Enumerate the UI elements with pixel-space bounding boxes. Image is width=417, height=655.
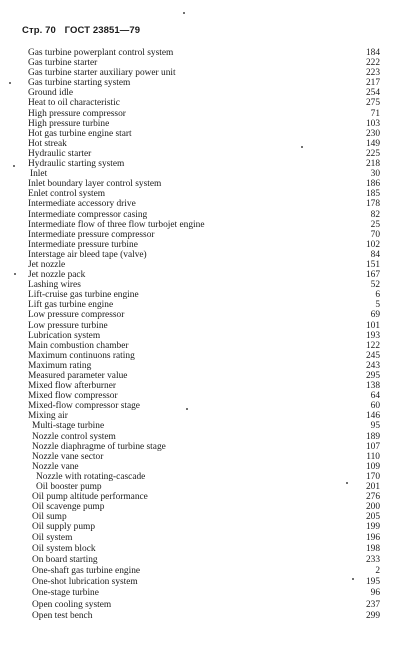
scan-speck <box>14 273 16 275</box>
index-entry <box>28 555 380 566</box>
index-term: Hydraulic starter <box>28 148 92 159</box>
index-entry <box>28 421 380 431</box>
index-page-number: 223 <box>365 68 380 79</box>
scan-speck <box>13 165 15 167</box>
index-entry <box>28 109 380 119</box>
index-entry <box>28 310 380 320</box>
index-term: Oil system block <box>32 543 96 554</box>
index-page-number: 193 <box>365 330 380 341</box>
index-term: Inlet <box>30 169 48 180</box>
index-page-number: 217 <box>365 78 380 89</box>
term-index-list <box>28 48 380 622</box>
index-term: Oil scavenge pump <box>32 502 105 513</box>
index-term: Hydraulic starting system <box>28 159 125 170</box>
index-entry <box>28 159 380 169</box>
index-term: One-shot lubrication system <box>32 577 138 588</box>
index-entry <box>28 250 380 260</box>
index-entry <box>28 588 380 599</box>
index-term: Lift gas turbine engine <box>28 300 114 311</box>
index-term: Oil sump <box>32 512 67 523</box>
index-entry <box>28 149 380 159</box>
index-term: Intermediate pressure turbine <box>28 239 138 250</box>
index-term: Intermediate flow of three flow turbojet engine <box>28 219 205 230</box>
scan-speck <box>301 146 303 148</box>
index-entry <box>28 88 380 98</box>
index-term: Low pressure compressor <box>28 310 125 321</box>
index-term: Main combustion chamber <box>28 340 129 351</box>
index-term: Open cooling system <box>32 599 112 610</box>
index-page-number: 178 <box>365 199 380 210</box>
index-entry <box>28 361 380 371</box>
index-term: Lubrication system <box>28 330 101 341</box>
index-entry <box>28 48 380 58</box>
index-term: Enlet control system <box>28 189 106 200</box>
index-entry <box>28 600 380 611</box>
index-entry <box>28 179 380 189</box>
index-page-number: 195 <box>365 577 380 588</box>
index-term: High pressure turbine <box>28 118 110 129</box>
index-page-number: 225 <box>365 148 380 159</box>
index-term: Intermediate pressure compressor <box>28 229 155 240</box>
index-entry <box>28 331 380 341</box>
index-page-number: 122 <box>365 340 380 351</box>
index-entry <box>28 351 380 361</box>
index-term: Open test bench <box>32 610 93 621</box>
standard-code: ГОСТ 23851—79 <box>64 25 141 36</box>
index-entry <box>28 189 380 199</box>
index-page-number: 167 <box>365 270 380 281</box>
index-term: Interstage air bleed tape (valve) <box>28 249 147 260</box>
index-page-number: 109 <box>365 461 380 472</box>
index-term: Gas turbine powerplant control system <box>28 48 174 58</box>
index-term: Lashing wires <box>28 280 81 291</box>
index-page-number: 186 <box>365 179 380 190</box>
index-entry <box>28 611 380 622</box>
index-page-number: 243 <box>365 360 380 371</box>
index-entry <box>28 502 380 512</box>
index-entry <box>28 462 380 472</box>
page-header <box>22 25 146 36</box>
index-entry <box>28 78 380 88</box>
index-term: Mixing air <box>28 411 68 422</box>
index-term: Mixed flow compressor <box>28 391 118 402</box>
index-page-number: 170 <box>365 471 380 482</box>
index-entry <box>28 512 380 522</box>
index-page-number: 30 <box>370 169 380 180</box>
index-term: Hot streak <box>28 138 67 149</box>
index-page-number: 103 <box>365 118 380 129</box>
index-page-number: 198 <box>365 543 380 554</box>
index-entry <box>28 119 380 129</box>
index-entry <box>28 452 380 462</box>
index-entry <box>28 220 380 230</box>
index-page-number: 299 <box>365 610 380 621</box>
index-page-number: 95 <box>370 421 380 432</box>
index-entry <box>28 129 380 139</box>
index-entry <box>28 391 380 401</box>
index-page-number: 149 <box>365 138 380 149</box>
index-page-number: 69 <box>370 310 380 321</box>
index-term: Hot gas turbine engine start <box>28 128 132 139</box>
index-term: Nozzle vane sector <box>32 451 104 462</box>
index-term: Nozzle with rotating-cascade <box>36 471 146 482</box>
index-page-number: 5 <box>375 300 380 311</box>
index-page-number: 101 <box>365 320 380 331</box>
index-term: Intermediate compressor casing <box>28 209 148 220</box>
index-entry <box>28 199 380 209</box>
index-term: Oil booster pump <box>36 482 102 493</box>
index-entry <box>28 68 380 78</box>
index-page-number: 200 <box>365 502 380 513</box>
index-page-number: 237 <box>365 599 380 610</box>
index-term: Jet nozzle pack <box>28 270 86 281</box>
index-page-number: 254 <box>365 88 380 99</box>
index-page-number: 25 <box>370 219 380 230</box>
index-page-number: 102 <box>365 239 380 250</box>
index-page-number: 151 <box>365 259 380 270</box>
index-term: Nozzle control system <box>32 431 116 442</box>
index-page-number: 201 <box>365 482 380 493</box>
index-term: Jet nozzle <box>28 259 66 270</box>
index-page-number: 230 <box>365 128 380 139</box>
index-entry <box>28 210 380 220</box>
index-page-number: 189 <box>365 431 380 442</box>
scan-speck <box>186 408 188 410</box>
index-page-number: 275 <box>365 98 380 109</box>
index-term: Inlet boundary layer control system <box>28 179 162 190</box>
scan-speck <box>346 482 348 484</box>
index-entry <box>28 401 380 411</box>
index-page-number: 138 <box>365 381 380 392</box>
index-term: Oil supply pump <box>32 522 96 533</box>
index-page-number: 199 <box>365 522 380 533</box>
index-term: Ground idle <box>28 88 74 99</box>
index-entry <box>28 522 380 532</box>
index-entry <box>28 482 380 492</box>
index-term: Maximum continuons rating <box>28 350 135 361</box>
index-page-number: 71 <box>370 108 380 119</box>
index-term: One-stage turbine <box>32 588 99 599</box>
index-term: Intermediate accessory drive <box>28 199 136 210</box>
index-entry <box>28 98 380 108</box>
index-page-number: 233 <box>365 554 380 565</box>
index-entry <box>28 544 380 555</box>
index-page-number: 82 <box>370 209 380 220</box>
index-page-number: 64 <box>370 391 380 402</box>
index-term: Gas turbine starter <box>28 58 98 69</box>
index-entry <box>28 472 380 482</box>
index-page-number: 70 <box>370 229 380 240</box>
page-number-label: Стр. 70 <box>22 25 56 36</box>
index-term: Nozzle vane <box>32 461 79 472</box>
index-term: Oil pump altitude performance <box>32 492 148 503</box>
scan-speck <box>9 82 11 84</box>
index-page-number: 6 <box>375 290 380 301</box>
index-term: Lift-cruise gas turbine engine <box>28 290 139 301</box>
index-entry <box>28 270 380 280</box>
index-page-number: 184 <box>365 48 380 58</box>
index-term: Heat to oil characteristic <box>28 98 120 109</box>
index-term: Nozzle diaphragme of turbine stage <box>32 441 166 452</box>
index-term: One-shaft gas turbine engine <box>32 566 141 577</box>
index-page-number: 107 <box>365 441 380 452</box>
index-entry <box>28 230 380 240</box>
index-entry <box>28 240 380 250</box>
index-entry <box>28 139 380 149</box>
index-page-number: 110 <box>366 451 380 462</box>
index-page-number: 96 <box>370 588 380 599</box>
index-entry <box>28 411 380 421</box>
index-entry <box>28 169 380 179</box>
index-page-number: 295 <box>365 371 380 381</box>
index-page-number: 2 <box>375 566 380 577</box>
index-page-number: 196 <box>365 532 380 543</box>
scan-speck <box>352 578 354 580</box>
index-page-number: 245 <box>365 350 380 361</box>
index-entry <box>28 290 380 300</box>
index-term: Oil system <box>32 532 73 543</box>
index-entry <box>28 566 380 577</box>
index-term: High pressure compressor <box>28 108 126 119</box>
index-entry <box>28 280 380 290</box>
index-entry <box>28 492 380 502</box>
index-entry <box>28 260 380 270</box>
index-page-number: 84 <box>370 249 380 260</box>
index-entry <box>28 300 380 310</box>
index-entry <box>28 321 380 331</box>
index-page-number: 205 <box>365 512 380 523</box>
index-term: Measured parameter value <box>28 371 128 381</box>
index-entry <box>28 381 380 391</box>
index-term: Gas turbine starting system <box>28 78 131 89</box>
index-term: Mixed-flow compressor stage <box>28 401 140 412</box>
index-entry <box>28 442 380 452</box>
index-page-number: 276 <box>365 492 380 503</box>
index-term: Gas turbine starter auxiliary power unit <box>28 68 176 79</box>
scan-speck <box>183 12 185 14</box>
index-page-number: 52 <box>370 280 380 291</box>
index-term: Maximum rating <box>28 360 92 371</box>
index-entry <box>28 577 380 588</box>
index-page-number: 185 <box>365 189 380 200</box>
index-term: Mixed flow afterburner <box>28 381 116 392</box>
index-entry <box>28 533 380 544</box>
index-entry <box>28 341 380 351</box>
index-term: On board starting <box>32 554 98 565</box>
index-page-number: 146 <box>365 411 380 422</box>
index-entry <box>28 58 380 68</box>
index-term: Multi-stage turbine <box>32 421 105 432</box>
index-term: Low pressure turbine <box>28 320 108 331</box>
index-entry <box>28 371 380 381</box>
index-page-number: 222 <box>365 58 380 69</box>
index-page-number: 60 <box>370 401 380 412</box>
index-entry <box>28 432 380 442</box>
index-page-number: 218 <box>365 159 380 170</box>
